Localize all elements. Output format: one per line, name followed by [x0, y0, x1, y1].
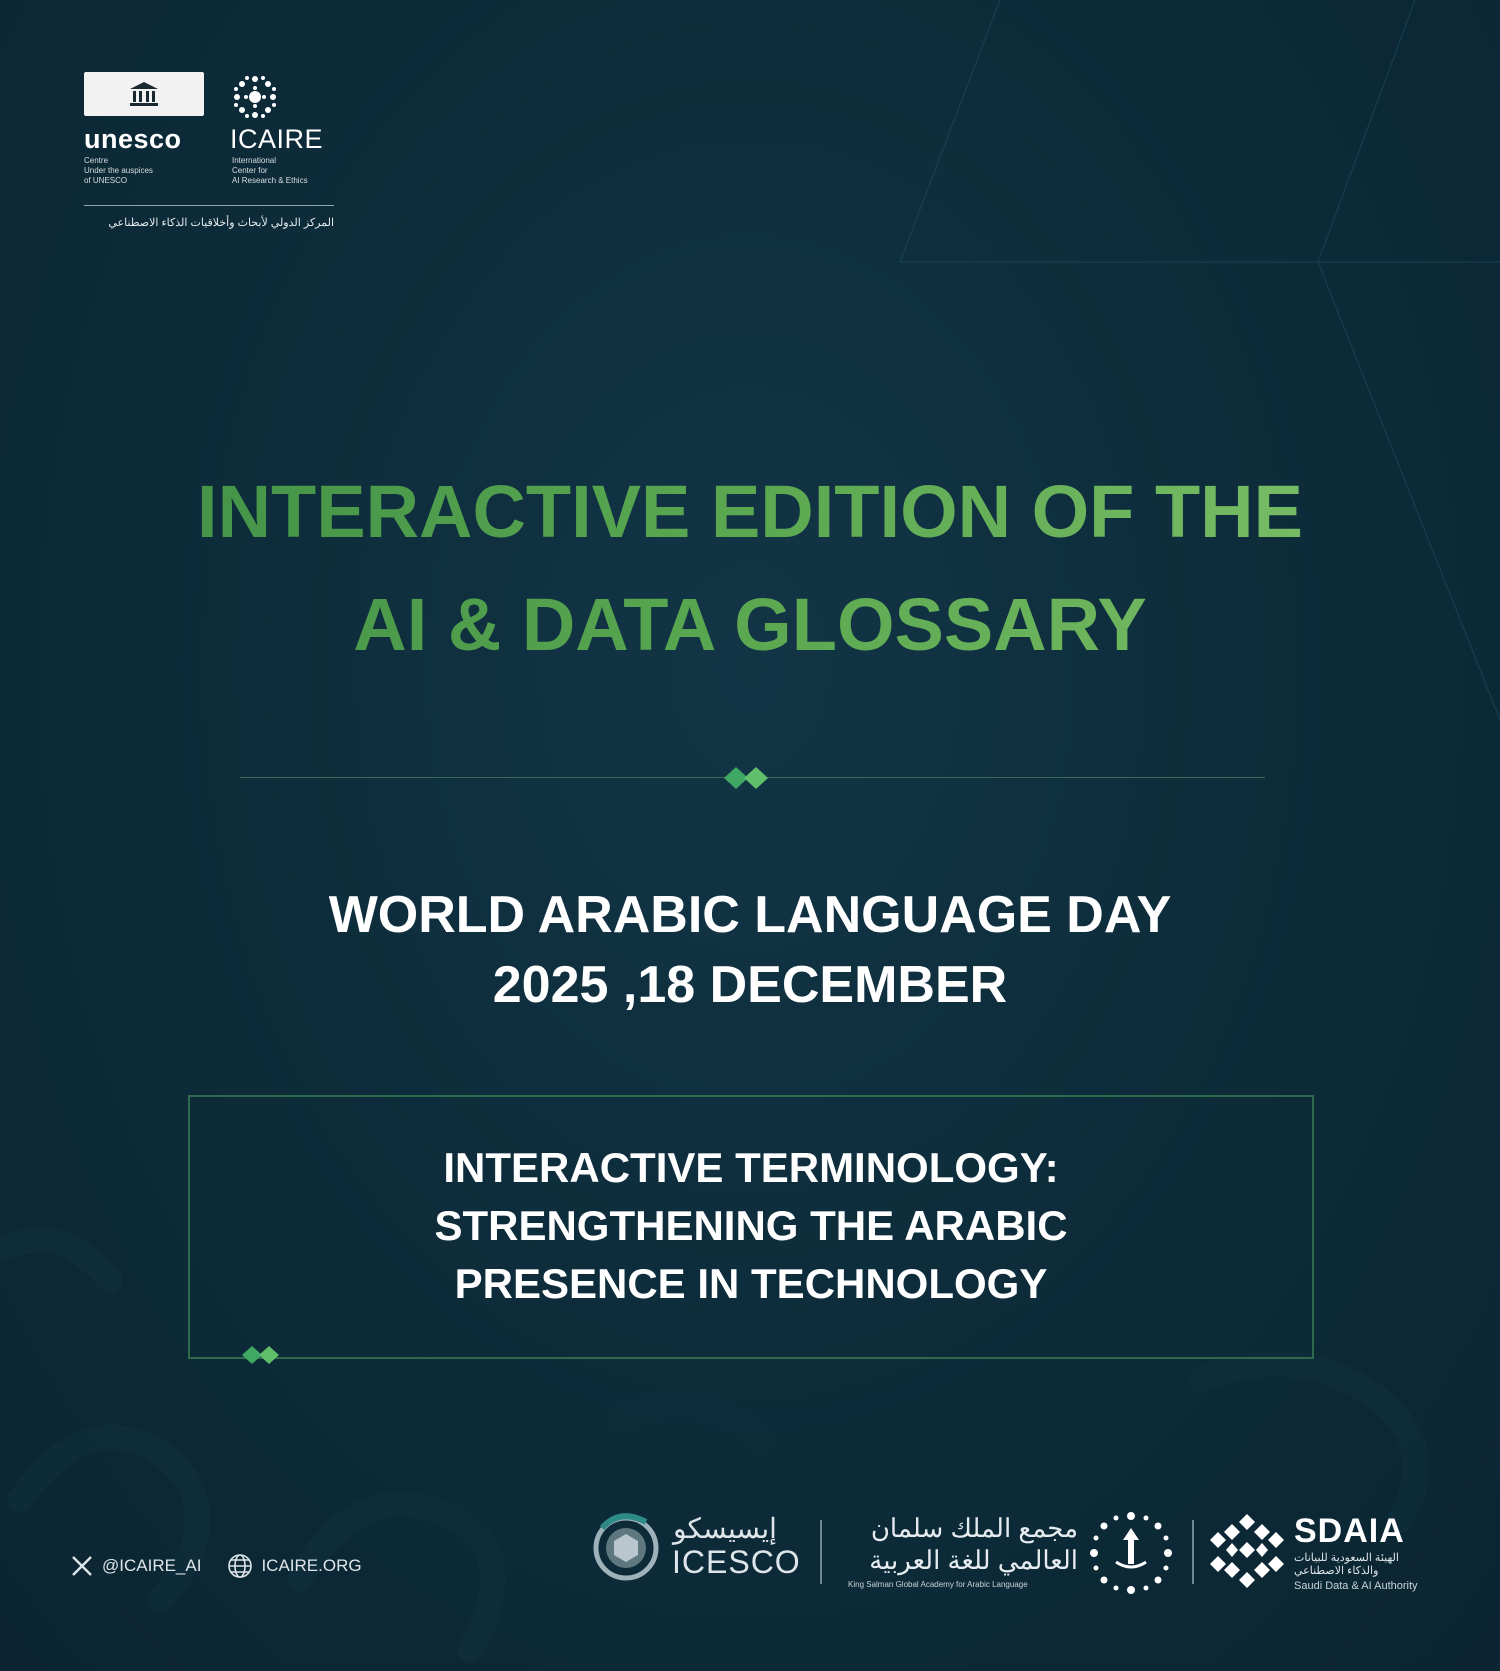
unesco-name: unesco	[84, 124, 182, 154]
sdaia-arabic-line: الهيئة السعودية للبيانات	[1294, 1552, 1399, 1564]
icaire-logo-icon	[232, 74, 278, 120]
event-name: WORLD ARABIC LANGUAGE DAY	[328, 886, 1172, 944]
diamonds-ornament-icon	[240, 1344, 286, 1366]
logo-divider	[84, 205, 334, 206]
icaire-subtitle	[232, 156, 336, 186]
partner-separator	[1192, 1520, 1194, 1584]
sdaia-english-name: Saudi Data & AI Authority	[1294, 1580, 1418, 1592]
diamonds-ornament-icon	[722, 765, 778, 791]
theme-line-1: INTERACTIVE TERMINOLOGY:	[443, 1144, 1059, 1191]
unesco-temple-icon	[128, 80, 160, 108]
partner-logos	[580, 1500, 1430, 1600]
unesco-subtitle-line: Under the auspices	[84, 166, 153, 175]
unesco-subtitle	[84, 156, 194, 186]
main-title-line-1: INTERACTIVE EDITION OF THE	[197, 470, 1303, 553]
globe-icon	[227, 1553, 253, 1579]
x-link[interactable]	[70, 1554, 201, 1578]
icaire-subtitle-line: Center for	[232, 166, 268, 175]
icaire-arabic-name: المركز الدولي لأبحاث وأخلاقيات الذكاء الاصطناعي	[108, 217, 334, 229]
unesco-subtitle-line: Centre	[84, 156, 109, 165]
king-salman-arabic-name	[848, 1512, 1078, 1576]
sdaia-arabic-name	[1294, 1552, 1399, 1578]
main-title-line-2: AI & DATA GLOSSARY	[353, 583, 1147, 666]
partner-separator	[820, 1520, 822, 1584]
king-salman-arabic-line: العالمي للغة العربية	[869, 1545, 1078, 1575]
icaire-name: ICAIRE	[230, 124, 324, 154]
website-link[interactable]	[227, 1553, 361, 1579]
icaire-subtitle-line: International	[232, 156, 277, 165]
social-links	[70, 1553, 388, 1579]
king-salman-arabic-line: مجمع الملك سلمان	[870, 1513, 1078, 1543]
unesco-subtitle-line: of UNESCO	[84, 176, 128, 185]
icaire-subtitle-line: AI Research & Ethics	[232, 176, 308, 185]
event-info	[100, 880, 1400, 1020]
sdaia-logo-icon	[1210, 1512, 1284, 1590]
icesco-logo-icon	[590, 1508, 660, 1586]
theme-line-2: STRENGTHENING THE ARABIC	[434, 1202, 1068, 1249]
theme-line-3: PRESENCE IN TECHNOLOGY	[454, 1260, 1048, 1307]
website-url: ICAIRE.ORG	[261, 1556, 362, 1575]
x-logo-icon	[70, 1554, 94, 1578]
event-date: 2025 ,18 DECEMBER	[492, 956, 1008, 1014]
x-handle: @ICAIRE_AI	[102, 1556, 202, 1575]
sdaia-arabic-line: والذكاء الاصطناعي	[1294, 1565, 1379, 1577]
icesco-arabic-name: إيسيسكو	[673, 1513, 777, 1544]
main-title	[60, 455, 1440, 681]
icesco-name: ICESCO	[672, 1544, 801, 1580]
theme-text	[190, 1139, 1312, 1313]
unesco-logo-box	[84, 72, 204, 116]
theme-box	[188, 1095, 1314, 1359]
sdaia-name: SDAIA	[1294, 1512, 1405, 1550]
king-salman-english-name: King Salman Global Academy for Arabic Language	[848, 1580, 1028, 1589]
king-salman-academy-logo-icon	[1086, 1510, 1176, 1596]
